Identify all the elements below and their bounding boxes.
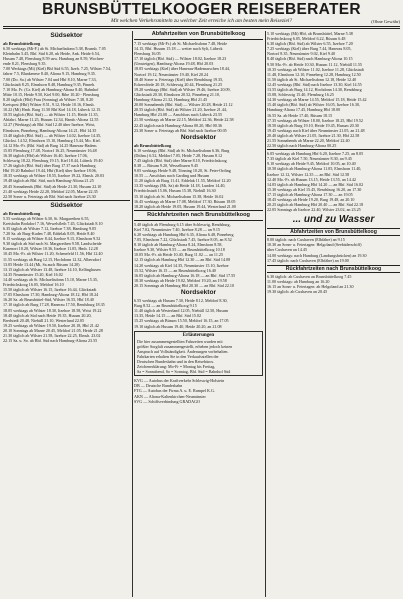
schedule-line: Hamburg-Altona 21.32, Hamburg Hbf 21.45 [134,97,208,103]
schedule-line: 17.15 täglich ab Hamburg-Altona 17.30 — an 19.05 [267,191,353,197]
schedule-line: 19.20 werktags (Bhf. Süd) ab Wilster 19.46, Itzehoe 20.09, [134,86,231,92]
schedule-line: 15.40 täglich (Bhf. Süd) ab Wilster 16.05, Itzehoe 16.30, [267,102,360,108]
schedule-line: Husum 7.48, Flensburg 8.59 usw. Hamburg an 8.59, Wochen- [3,56,105,62]
schedule-line: 7.05, Elmshorn 7.22, Glückstadt 7.45, Itzehoe 8.05, an 8.52 [134,237,232,243]
schedule-line: 14.35 Neumünster 15.20, Kiel 16.02 [3,271,63,277]
schedule-line: Friedrichstadt 15.06, Husum 15.38, Niebüll 16.30 [134,188,216,194]
schedule-line: 14.40 werktags ab St. Michaelisdonn 15.10, Marne 15.35, [3,276,98,282]
schedule-line: 22.50 täglich nach Hamburg-Altona 00.25 [267,143,337,149]
schedule-line: 19.10 täglich ab Husum 19.40, Heide 20.20, an 21.08 [134,323,222,329]
schedule-line: 9.10 werktags ab Heide 9.45, Meldorf 10.05, an 10.40 [267,161,356,167]
schedule-line: Hamburg Hbf 23.08 — Anschluss nach Lübeck 23.55 [134,112,223,118]
schedule-line: 7.10 Mo. Fr. (Gr. Kiel) ab Hamburg-Altona 8.40, Bahnhof [3,86,99,92]
notes-list [137,339,260,375]
schedule-list [134,222,263,288]
schedule-line: 19.45 werktags nach Kiel über Neumünster 21.05, an 21.48 [267,127,365,133]
schedule-line: 21.30 täglich ab Wilster 21.58, Itzehoe 22.25, Elmsh. 23.02 [3,332,101,338]
schedule-line: 16.55 Sa. ab Heide 17.40, Büsum 18.15 [267,112,333,118]
schedule-line: Itzehoe 12.12, Wilster 12.35 — an Bhf. Süd 12.58 [267,171,350,177]
schedule-line: 22.05 Sonntags ab Itzehoe 22.40, Wilster 23.02, an 23.25 [267,207,361,213]
section-rule [3,200,130,201]
schedule-line: DB — Deutsche Bundesbahn [134,383,183,389]
schedule-line: 6.30 täglich (Bhf. Süd) ab Wilster 6.55, Itzehoe 7.20 [267,41,353,47]
schedule-line: 16.15 an Sonn- u. Feiertagen: ab Helgoland an 21.30 [267,283,354,289]
schedule-line: 14.20 werktags ab Kiel 14.35, Neumünster 15.10, Itzehoe [134,262,229,268]
schedule-line: 22.15 Sa. u. So. ab Bhf. Süd nach Hamburg-Altona 23.55 [3,338,98,344]
schedule-line: Friedrichskoog 16.05, Meldorf 16.10 [3,282,64,288]
notes-box [134,331,263,377]
column-divider [265,31,266,597]
schedule-line: Anspruch auf Vollständigkeit. Änderungen vorbehalten. [137,348,229,354]
schedule-line: 17.10 täglich ab Burg 17.28, Hanerau 17.50, Rendsburg 18.35 [3,302,105,308]
notes-title: Erläuterungen [182,332,215,338]
schedule-line: 10.55 täglich (Bhf. Süd) — ab Wilster 11.15, Heide 11.35, [3,112,99,118]
schedule-line: 8.20 täglich (Hbf) Frau (Sonntag) ab Wilster 7.38, 8.20 [3,96,94,102]
schedule-line: 6.35 täglich ab Wilster 7.12, Itzehoe 7.38, Hamburg 9.05 [3,226,97,231]
section-rule [134,39,263,40]
schedule-line: 11.40 täglich ab Westerland 12.05, Niebüll 12.50, Husum [134,308,229,314]
schedule-line: 18.35 werktags ab Wilster 18.55, Itzehoe 19.22, Elmsh. 20.03 [3,173,105,179]
schedule-line: 18.40 Sonn- u. Feiertags (Kiel) über Rendsburg 19.35, [134,76,224,82]
sub-heading: ab Brunsbüttelkoog [3,41,41,46]
schedule-line: 10.45 Mo.-Fr. ab Wilster 11.20, Schenefeld 11.56, Hbf 12.40 [3,251,103,257]
schedule-line: 7.00 (Do. Sa.) ab Wilster 7.04 und Hbf 8.10, Marne 7.33, [3,76,97,82]
schedule-line: AKN — Altona-Kaltenkirchen-Neumünster [134,393,206,399]
schedule-line: 6.55 werktags ab Husum 7.30, Heide 8.12, Meldorf 8.30, [134,298,228,304]
schedule-line: Hamburg-Altona 17.45, Hamburg Hbf 18.00 [267,107,341,113]
schedule-line: 6.20 werktags ab Hamburg Hbf 6.35, Altona 6.48, Pinneberg [134,232,234,237]
schedule-line: Itzehoe 9.30, Wilster 9.55 — an Brunsbüttelkoog 10.18 [134,247,225,253]
schedule-line: 20.10 Sonntags ab Marne 20.45, Meldorf 21.05, Heide 21.28 [3,327,103,333]
schedule-line: Zeichenerklärung: Mo-Fr = Montag bis Freitag, [137,364,216,370]
schedule-line: 7.00 Werktags (Mi) (Kiel) Bhf Süd 6.55, Itzeh. 7.25, Wilster 7.54, [3,66,112,72]
schedule-line: Sa = Sonnabend, So = Sonntag, Bhf. Süd = Bahnhof Süd [137,369,231,375]
schedule-line: 6.50 werktags (Mi-F.) ab St. Michaelisdonn 5.38, Brunsb. 7.05 [3,46,106,51]
schedule-line: 17.35 werktags ab Wilster 18.00, Itzehoe 18.25, Hbf 19.52 [267,117,363,123]
schedule-line: 11.55 werktags ab Burg 12.15, Hochdonn 12.32, Albersdorf [3,256,102,262]
schedule-line: 18.40 täglich ab Süd nach Heide 19.35, Husum 20.20, [3,312,92,318]
schedule-line: 9.50 Mo.-Fr. ab Heide 10.30, Husum 11.12, Niebüll 11.55 [267,61,362,67]
section-rule [134,220,263,221]
schedule-line: 14.00 werktags: nach Hamburg (Landungsbrücken) an 19.30 [267,252,367,258]
schedule-line: Fahrkarten erhalten Sie in den Verkaufsstellen der [137,353,219,359]
schedule-line: Kiel 7.02, Neumünster 7.40, Itzehoe 8.28 — an 9.15 [134,226,220,232]
schedule-line: 16.05 täglich ab Hamburg-Altona 16.18 — an Bhf. Süd 17.55 [134,272,236,278]
schedule-line: 20.00 Sonnabends (Bhf. Süd) — Wilster 20.28, Heide 21.12 [134,102,233,108]
schedule-line: Kleinbahn 5.45, Bhf. Süd 6.20, nk Heide, Ank. Heide 6.54, [3,51,100,57]
schedule-line: 7.35 täglich ab Kiel 7.50, Neumünster 8.30, an 9.45 [267,156,352,162]
schedule-list [267,31,400,148]
page-subtitle: Mit welchen Verkehrsmitteln zu welcher Zeit erreiche ich am besten mein Reiseziel? [110,18,293,24]
column-left [3,31,130,597]
schedule-line: 8.38 — Büsum 9.20, Wesselburen 9.45 [134,162,199,168]
schedule-line: 8.15 werktags ab Wilster 8.44, Itzehoe 9.15, Elmshorn 9.52 [3,236,101,242]
schedule-line: 12.15 täglich ab Hamburg Hbf 12.30 — an Bhf. Süd 14.08 [134,257,231,263]
schedule-line: Flensburg 16.05 [134,51,161,57]
schedule-list [134,148,263,209]
water-section-title: ... und zu Wasser [292,214,375,226]
schedule-line: 9.30 täglich ab Süd nach St. Margarethen 9.58, Landscheide [3,241,102,247]
masthead-rule [3,26,400,27]
schedule-list [3,216,130,343]
schedule-line: 17.10 täglich (Bhf. Süd) — Wilster 18.02, Itzehoe 18.23 [134,56,227,62]
schedule-line: 21.55 Sonnabends ab Marne 22.20, Meldorf 22.40 [267,137,350,143]
schedule-line: 11.48, Elmshorn 12.10, Pinneberg 12.28, Hamburg 12.50 [267,71,361,77]
schedule-line: 15.50 täglich ab Wilster 16.15, Itzehoe 16.44, Glückstadt [3,287,97,293]
sub-heading: ab Brunsbüttelkoog [134,142,172,148]
sector-heading: Nordsektor [180,289,217,297]
schedule-line: 10.30 an Sonn- u. Feiertagen: Helgoland (Seebäderschiff) [267,242,362,248]
schedule-line: FTG — Autobus der Firma A. u. E. Rumpel K.G. [134,388,215,394]
schedule-line: 10.05 Mo.-Fr. ab Heide 10.40, Burg 11.02 — an 11.25 [134,252,223,258]
schedule-line: über Cuxhaven an 14.45 [267,247,308,253]
schedule-line: 12.27 (Werktags) ab Bhf. Süd 12.40 über Itzehoe, Wrist, [3,122,96,128]
schedule-line: 20.45 Sonnabends (Bhf. Süd) ab Heide 21.30, Husum 22.10 [3,183,102,189]
schedule-line: Schleswig 18.22, Flensburg 19.15, Kiel 18.44, Lübeck 19.40 [3,158,103,164]
schedule-line: 6.10 werktags (Bhf. Süd) ab St. Michaelisdonn 6.36, Burg [134,147,230,153]
masthead [0,2,403,25]
schedule-line: 13.40 täglich (Bhf. Süd) — ab Wilster 14.02, Itzehoe 14.35, [3,132,102,138]
schedule-line: 22.45 täglich nach Hamburg-Altona 00.20, Hbf 00.36 [134,122,222,128]
schedule-line: Mitte 10.15, Heide 9.50, Kiel 9.00, Ribe 10.20 - Flensburg [3,91,100,97]
schedule-line: (Dithm.) 6.52, Meldorf 7.05, Heide 7.28, Husum 8.12 [134,152,223,158]
schedule-line: 10.55 — Anschluss nach Garding und Husum [134,173,210,179]
schedule-line: 14.15, Bhf. Husum 15.18 — weiter nach Sylt, Lübeck [134,46,223,52]
section-banner: Abfahrtzeiten von Brunsbüttelkoog [267,228,400,236]
sub-heading: ab Brunsbüttelkoog [3,210,41,216]
schedule-line: 13.35 werktags (Mi, Sa) ab Heide 14.18, Lunden 14.40, [134,183,226,189]
schedule-line: 23.30 Sonn- u. Feiertags ab Bhf. Süd nach Itzehoe 00.05 [134,127,227,133]
schedule-line: 6.30 täglich: ab Cuxhaven an Brunsbüttelkoog 7.45 [267,273,352,279]
schedule-list [3,46,130,199]
schedule-line: 5.40 täglich ab Flensburg 6.15 über Schleswig, Rendsburg, [134,221,231,227]
schedule-line: 17.05 Elmshorn 17.30, Hamburg-Altona 18.12, Hbf 18.24 [3,292,99,298]
schedule-line: Glückstadt 8.25, Elmshorn 8.48, Hamburg 9.35, Pinneb. [3,81,96,87]
schedule-line: 5.55 werktags ab Wilster 6.30, St. Margarethen 6.55, [3,215,90,221]
masthead-rule-2 [3,28,400,29]
schedule-line: 20.55 täglich (Bhf. Süd) ab Wilster 21.20, Itzehoe 21.44, [134,107,227,113]
schedule-line: 7.15 werktags (Mi-Fr.) ab St. Michaelisdonn 7.48, Heide [134,41,228,46]
column-divider [132,31,133,597]
schedule-line: 15.52, Wilster 16.15 — an Brunsbüttelkoog 16.40 [134,267,216,273]
schedule-line: Glückst. 14.52, Elmshorn 15.10, Hamburg 15.44, Mo. Kiel. [3,137,101,143]
schedule-line: 18.45 werktags ab Heide 19.20, Burg 19.48, an 20.10 [267,197,355,202]
section-banner: Abfahrtzeiten von Brunsbüttelkoog [151,31,246,37]
schedule-line: 21.50 werktags ab Marne 22.15, Meldorf 22.36, Heide 22.58 [134,117,234,123]
column-right [267,31,400,597]
schedule-line: 20.15 Sonntags ab Hamburg Hbf 20.30 — an Bhf. Süd 22.10 [134,282,234,288]
schedule-line: 15.30 werktags ab Kiel 15.45, Rendsburg 16.20, an 17.30 [267,186,362,192]
schedule-line: 18.20 täglich ab Heide 19.05, Husum 19.44, Westerland 21.00 [134,203,236,209]
schedule-line: 17.45 täglich: nach Cuxhaven (Elbfähre) an 19.00 [267,257,349,263]
schedule-line: 14.05 täglich ab Hamburg Hbf 14.20 — an Bhf. Süd 16.02 [267,181,364,187]
subtitle-row [0,18,403,25]
schedule-line: 17.26 täglich (Bhf. Süd) über Burg 17.37 nach Hamburg [3,163,96,169]
schedule-line: 11.50 täglich ab St. Michaelisdonn 12.18, Heide 12.40 [267,76,357,82]
schedule-line: SVG — Schiffsverbindung GRADAGO [134,398,200,404]
schedule-line: fahrer 7.5, Blankenese 8.40, Altona 9.15, Hamburg 9.35. [3,71,96,77]
schedule-line: 9.05 werktags Heide 9.48, Tönning 10.20, St. Peter-Ording [134,168,231,174]
schedule-line: 16.45 werktags ab Marne 17.08, Meldorf 17.30, Büsum 18.05 [134,198,236,204]
schedule-line: 16.30 täglich (Hbf) ab Wilster 16.40, Itzehoe 17.06, [3,152,88,158]
schedule-line: 20.40 täglich ab Wilster 21.05, Itzehoe 21.30, Hbf 22.58 [267,132,360,138]
page-title: BRUNSBÜTTELKOOGER REISEBERATER [42,1,361,18]
schedule-list [134,298,263,329]
schedule-line: Nortorf 8.35, Neumünster 9.02, Kiel 9.40 [267,51,335,57]
schedule-line: 15.05 Flensburg 17.48, Nortorf 16.25, Neumünster 16.48 [3,147,97,153]
schedule-line: 10.22 (Mi) Hmb. Burg 11.50 Bhf Kiel 14.18, Lübeck 12.15. [3,107,102,113]
schedule-line: Glückstadt 20.30, Elmshorn 20.52, Pinneberg 21.10, [134,91,221,97]
schedule-line: Abfahrt. Marne 11.25, Husum 12.34, Hamb.-Altona 12.55 [3,117,99,123]
schedule-line: 11.20 täglich ab Burg 11.41, Eddelak 11.55, Meldorf 12.20 [134,178,231,184]
schedule-line: 8.10 täglich ab Hamburg-Altona 8.24, Elmshorn 8.58, [134,242,223,248]
schedule-line: 16.20 Sa. ab Brunsbüttel-Süd, Wilster 16.55, Hbf 18.40 [3,297,94,303]
schedule-line: 15.08, Schleswig 15.40, Flensburg 16.25 [267,92,334,98]
schedule-line: Nortorf 19.12, Neumünster 19.40, Kiel 20.24 [134,71,209,77]
schedule-line: 7.20 Sa. ab Burg-Kuden 7.48, Eddelak 8.05, Heide 8.40 [3,231,95,237]
section-banner: Rückfahrtzeiten nach Brunsbüttelkoog [267,265,400,273]
schedule-line: 19.25 werktags ab Wilster 19.50, Itzehoe 20.18, Hbf 21.42 [3,322,99,328]
schedule-line: 8.40 täglich (Bhf. Süd) nach Hamburg-Altona 10.15 [267,56,353,62]
schedule-line: 10.50 täglich ab Hamburg-Altona 11.05, Elmshorn 11.40, [267,166,362,172]
schedule-list [134,41,263,133]
schedule-line: 22.50 Sonn- u. Feiertags ab Bhf. Süd nach Itzehoe 23.30 [3,193,96,199]
schedule-line: Deutschen Bundesbahn und in den Reisebüros. [137,358,215,364]
abbreviation-list [134,378,263,403]
schedule-line: Kasenort 10.20, Wilster 10.36, Itzehoe 11.05, Hmb. 12.28 [3,246,98,252]
schedule-line: Kreispost (Hbf) Wilster 8.51, 9.12, Heide 10.16, Elmsh. [3,102,95,108]
sector-heading: Nordsektor [180,133,217,141]
schedule-line: Bredstedt 20.48, Niebüll 21.10, Westerland 22.05 [3,317,85,323]
schedule-line: ende 8.21, Flensburg 9.35. [3,61,47,67]
schedule-line: Friedrichskoog 6.05, Meldorf 6.22, Büsum 6.48 [267,36,346,42]
schedule-line: (Umsteigen), Hamburg-Altona 19.48, Hbf 20.03 [134,61,214,67]
schedule-line: Die hier zusammengestellten Fahrzeiten wurden mit [137,338,223,344]
schedule-line: 6.05 werktags ab Hamburg Hbf 6.20, Itzehoe 7.25, an 8.05 [267,151,364,157]
schedule-list [267,237,400,262]
schedule-list [267,151,400,212]
schedule-line: Elmshorn, Pinneberg, Hamburg-Altona 14.21, Hbf 14.35 [3,127,97,133]
schedule-line: 7.25 werktags (Kiel) über Burg 7.44, Hanerau 8.05, [267,46,352,52]
schedule-line: Eckernförde 20.18, Schleswig 20.44, Flensburg 21.25 [134,81,223,87]
schedule-line: 12.45 werktags (Bhf. Süd) nach Itzehoe 13.30, Kiel 14.55 [267,81,362,87]
schedule-line: 7.45 täglich (Bhf. Süd) über Marne 8.10, Friedrichskoog [134,157,227,163]
schedule-line: 18.05 werktags (Kiel) über Hanerau-Hademarschen 18.44, [134,66,230,72]
schedule-line: 5.10 werktags (Mi) Hbf, ab Brunsbüttel, Marne 5.38 [267,31,353,36]
section-banner: Rückfahrtzeiten nach Brunsbüttelkoog [147,211,250,218]
schedule-line: 10.35 werktags ab Wilster 11.02, Itzehoe 11.28, Glückstadt [267,66,364,72]
schedule-line: 19.30 täglich: ab Cuxhaven an 20.45 [267,289,328,295]
schedule-line: Hbf 19.20 Bahnhof 19.44, Hbf (Kiel) über Itzehoe 18.06, [3,168,97,174]
schedule-line: größter Sorgfalt zusammengestellt, erheben jedoch keinen [137,343,233,349]
sector-heading: Südsektor [50,201,83,209]
column-middle [134,31,263,597]
schedule-line: 8.00 täglich: nach Cuxhaven (Elbfähre) an 9.15 [267,237,345,243]
sector-heading: Südsektor [50,32,83,39]
schedule-line: Burg 8.52 — an Brunsbüttelkoog 9.15 [134,303,197,309]
schedule-line: 13.55 täglich ab Burg 14.12, Hochdonn 14.30, Rendsburg [267,87,362,93]
section-rule [267,149,400,150]
schedule-line: 19.48 täglich ab Bhf. Süd, nach Hamburg-Altona 21.25 [3,178,94,184]
schedule-line: 18.50 täglich ab Burg 19.10, Heide 19.45, Husum 20.30 [267,122,359,128]
schedule-line: KVG — Autobus der Kraftverkehr Schleswig-Holstein [134,378,225,384]
schedule-line: 11.00 werktags: ab Hamburg an 16.20 [267,278,330,284]
section-rule [134,210,263,211]
schedule-line: 13.15 täglich ab Wilster 13.48, Itzehoe 14.10, Kellinghusen [3,266,101,272]
schedule-list [267,274,400,294]
schedule-line: 18.05 werktags ab Wilster 18.30, Itzehoe 18.58, Wrist 19.22 [3,307,102,313]
schedule-line: 18.30 werktags ab Heide 19.02, Meldorf 19.20, an 19.58 [134,277,227,283]
schedule-line: Kreisbahn Brokdorf 7.16, Wewelsfleth 7.45, Glückstadt 8.10 [3,220,103,226]
schedule-line: 14.30 werktags ab Marne 14.55, Meldorf 15.18, Heide 15.42 [267,97,367,103]
schedule-line: 12.40 Mo.-Fr. ab Husum 13.15, Heide 13.55, an 14.42 [267,176,356,182]
schedule-line: 13.35, Heide 14.15 — an Bhf. Süd 15.02 [134,313,202,319]
schedule-line: 21.40 werktags Heide 22.20, Meldorf 22.05, Marne 22.35 [3,188,98,194]
schedule-line: 13.05 Heide 13.44 (Mi, Sa auch Büsum 14.20) [3,261,80,267]
schedule-line: 15.10 täglich ab St. Michaelisdonn 15.38, Heide 16.02 [134,193,224,199]
schedule-line: 20.25 täglich ab Hamburg Hbf 20.40 — an Bhf. Süd 22.18 [267,202,364,208]
schedule-line: 15.25 werktags ab Büsum 15.50, Meldorf 16.15, an 17.05 [134,318,229,324]
edition-note: (Ohne Gewähr) [371,19,400,24]
schedule-line: 14.12 Mo.-Fr. (Bhf. Süd) ab Burg 14.25 Hanerau-Hadem. [3,142,98,148]
